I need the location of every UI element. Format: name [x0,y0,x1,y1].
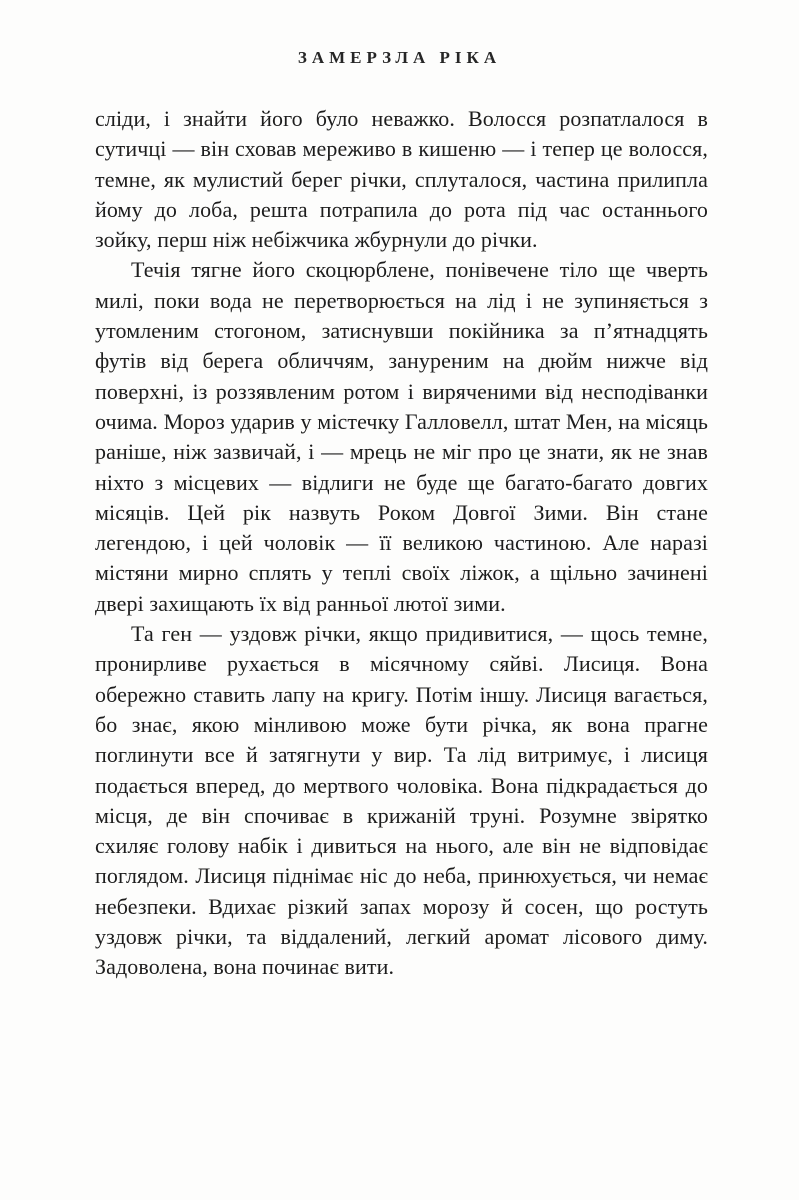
paragraph-continuation: сліди, і знайти його було неважко. Волосся розпатлалося в сутичці — він сховав мереживо в кишеню — і тепер це волосся, темне, як мулистий берег річки, сплуталося, частина прилипла йому до лоба, решта потрапила до рота під час останнього зойку, перш ніж небіжчика жбурнули до річки. [95,106,708,253]
paragraph: Течія тягне його скоцюрблене, понівечене тіло ще чверть милі, поки вода не перетворюється на лід і не зупиняється з утомленим стогоном, затиснувши покійника за п’ятнадцять футів від берега обличчям, зануреним на дюйм нижче від поверхні, із роззявленим ротом і виряченими від несподіванки очима. Мороз ударив у містечку Галловелл, штат Мен, на місяць раніше, ніж зазвичай, і — мрець не міг про це знати, як не знав ніхто з місцевих — відлиги не буде ще багато-багато довгих місяців. Цей рік назвуть Роком Довгої Зими. Він стане легендою, і цей чоловік — її великою частиною. Але наразі містяни мирно сплять у теплі своїх ліжок, а щільно зачинені двері захищають їх від ранньої лютої зими. [95,257,708,616]
running-head: ЗАМЕРЗЛА РІКА [297,48,502,67]
text-block [95,104,708,983]
paragraph: Та ген — уздовж річки, якщо придивитися, — щось темне, пронирливе рухається в місячному сяйві. Лисиця. Вона обережно ставить лапу на кригу. Потім іншу. Лисиця вагається, бо знає, якою мінливою може бути річка, як вона прагне поглинути все й затягнути у вир. Та лід витримує, і лисиця подається вперед, до мертвого чоловіка. Вона підкрадається до місця, де він спочиває в крижаній труні. Розумне звірятко схиляє голову набік і дивиться на нього, але він не відповідає поглядом. Лисиця піднімає ніс до неба, принюхується, чи немає небезпеки. Вдихає різкий запах морозу й сосен, що ростуть уздовж річки, та віддалений, легкий аромат лісового диму. Задоволена, вона починає вити. [95,621,708,980]
